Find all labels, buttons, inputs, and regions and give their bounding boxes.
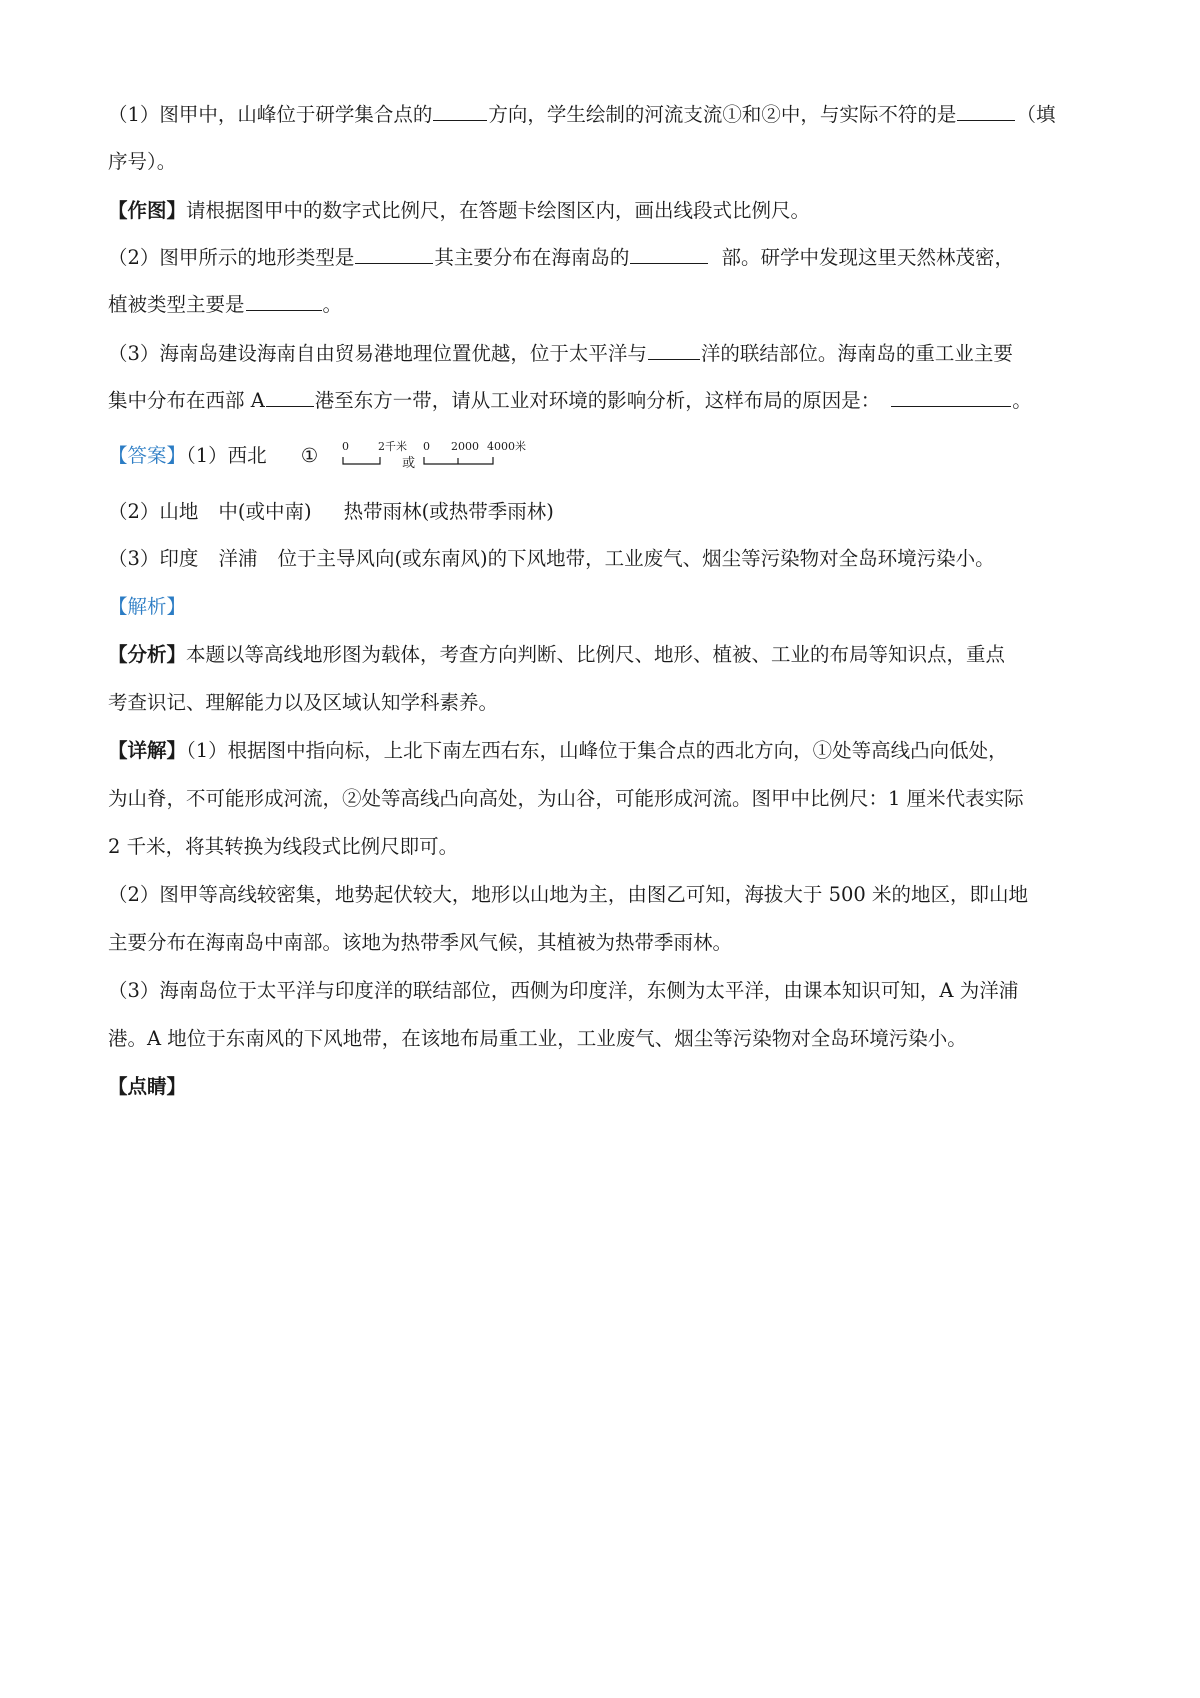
detail-text: 主要分布在海南岛中南部。该地为热带季风气候，其植被为热带季雨林。 [108,931,733,954]
dianjing-tag: 【点睛】 [108,1075,187,1098]
question-2-text: 部。研学中发现这里天然林茂密， [721,246,1014,269]
answer-text: ① [300,444,319,467]
question-2-text: 其主要分布在海南岛的 [434,246,630,269]
answer-text: （2）山地 [108,500,199,523]
question-3-text: 洋的联结部位。海南岛的重工业主要 [700,342,1013,365]
question-3-text: 集中分布在西部 A [108,389,265,412]
detail-text: （3）海南岛位于太平洋与印度洋的联结部位，西侧为印度洋，东侧为太平洋，由课本知识可知，A 为洋浦 [108,979,1019,1002]
detail-line-3 [108,832,1098,862]
answer-text: （3）印度 [108,547,199,570]
answer-text: 洋浦 [218,547,258,570]
answer-line-3 [108,544,1098,574]
question-3-text: 港至东方一带，请从工业对环境的影响分析，这样布局的原因是： [314,389,881,412]
detail-text: 2 千米，将其转换为线段式比例尺即可。 [108,835,459,858]
question-2-line-2 [108,290,1098,320]
drawing-tag: 【作图】 [108,199,187,222]
question-1-line-1 [108,100,1098,130]
detail-line-7 [108,1024,1098,1054]
answer-blank [266,386,314,407]
drawing-task [108,196,1098,226]
scale-label: 2千米 [378,439,408,453]
answer-blank [246,290,322,311]
answer-or: 或 [402,456,416,471]
question-3-text: 。 [1012,389,1032,412]
drawing-text: 请根据图甲中的数字式比例尺，在答题卡绘图区内，画出线段式比例尺。 [186,199,811,222]
answer-blank [891,386,1011,407]
dianjing-header [108,1072,1098,1102]
question-2-text: （2）图甲所示的地形类型是 [108,246,355,269]
detail-tag: 【详解】 [108,739,187,762]
scale-label: 4000米 [487,439,527,453]
scale-label: 0 [423,439,431,453]
question-1-text: 方向，学生绘制的河流支流①和②中，与实际不符的是 [488,103,957,126]
scale-label: 0 [342,439,350,453]
answer-blank [957,100,1015,121]
question-2-text: 。 [322,293,343,316]
question-1-line-2 [108,147,1098,177]
answer-text: 中(或中南) [218,500,312,523]
answer-blank [433,100,487,121]
answer-blank [648,339,700,360]
fenxi-line-2 [108,688,1098,718]
answer-line-2 [108,497,1098,527]
answer-line-1 [108,441,1098,474]
detail-text: 港。A 地位于东南风的下风地带，在该地布局重工业，工业废气、烟尘等污染物对全岛环境污染小。 [108,1027,967,1050]
detail-text: （1）根据图中指向标，上北下南左西右东，山峰位于集合点的西北方向，①处等高线凸向低处， [186,739,1008,762]
answer-text: 热带雨林(或热带季雨林) [343,500,554,523]
detail-line-4 [108,880,1098,910]
question-3-text: （3）海南岛建设海南自由贸易港地理位置优越，位于太平洋与 [108,342,647,365]
answer-text: （1）西北 [186,444,267,467]
answer-blank [630,243,708,264]
question-2-text: 植被类型主要是 [108,293,245,316]
question-2-line-1 [108,243,1098,273]
answer-text: 位于主导风向(或东南风)的下风地带，工业废气、烟尘等污染物对全岛环境污染小。 [277,547,995,570]
detail-line-1 [108,736,1098,766]
answer-tag: 【答案】 [108,444,187,467]
analysis-header [108,592,1098,622]
answer-blank [355,243,433,264]
fenxi-line-1 [108,640,1098,670]
line-scale-bar-1 [340,439,408,470]
fenxi-text: 考查识记、理解能力以及区域认知学科素养。 [108,691,499,714]
analysis-tag: 【解析】 [108,595,187,618]
fenxi-text: 本题以等高线地形图为载体，考查方向判断、比例尺、地形、植被、工业的布局等知识点，重点 [186,643,1006,666]
scale-label: 2000 [451,439,480,453]
fenxi-tag: 【分析】 [108,643,187,666]
question-3-line-1 [108,339,1098,369]
detail-line-5 [108,928,1098,958]
detail-text: （2）图甲等高线较密集，地势起伏较大，地形以山地为主，由图乙可知，海拔大于 500 米的地区，即山地 [108,883,1029,906]
detail-line-6 [108,976,1098,1006]
question-1-text: 序号）。 [108,150,177,173]
line-scale-bar-2 [421,440,539,470]
detail-line-2 [108,784,1098,814]
question-3-line-2 [108,386,1098,416]
detail-text: 为山脊，不可能形成河流，②处等高线凸向高处，为山谷，可能形成河流。图甲中比例尺：1 厘米代表实际 [108,787,1024,810]
question-1-text: （1）图甲中，山峰位于研学集合点的 [108,103,433,126]
question-1-text: （填 [1016,103,1056,126]
